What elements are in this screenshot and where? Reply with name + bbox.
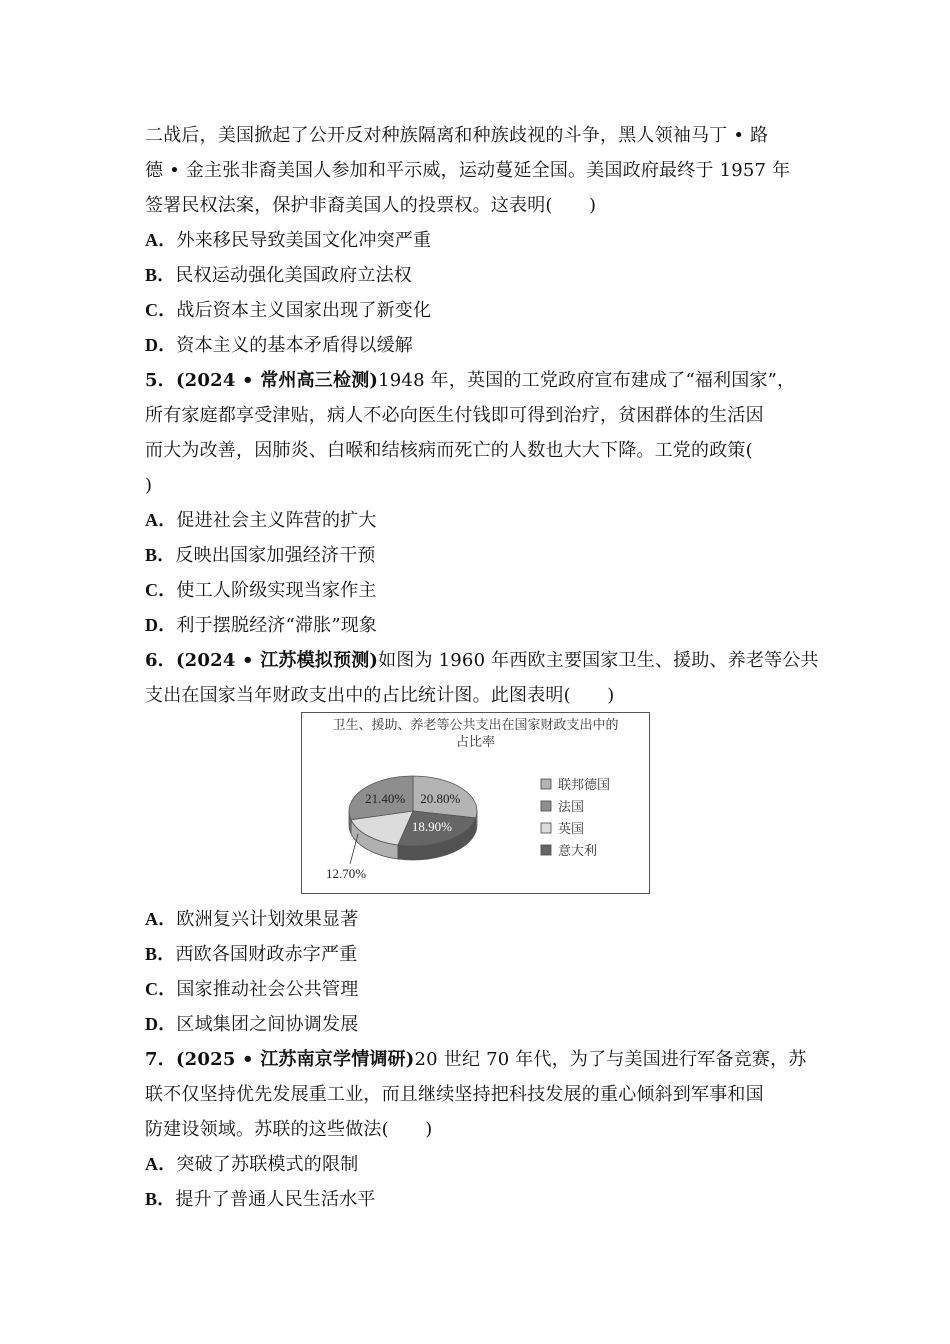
q4-option-c[interactable] xyxy=(145,293,810,328)
q6-option-a[interactable] xyxy=(145,902,810,937)
option-text: 使工人阶级实现当家作主 xyxy=(176,580,377,601)
option-letter: C． xyxy=(145,300,177,320)
option-text: 外来移民导致美国文化冲突严重 xyxy=(176,230,432,251)
option-text: 欧洲复兴计划效果显著 xyxy=(176,909,359,930)
q4-option-b[interactable] xyxy=(145,258,810,293)
legend-swatch-英国 xyxy=(541,823,551,833)
question-text: 20 世纪 70 年代，为了与美国进行军备竞赛，苏 xyxy=(414,1049,807,1070)
q4-stem-line-1: 二战后，美国掀起了公开反对种族隔离和种族歧视的斗争，黑人领袖马丁 • 路 xyxy=(145,125,769,146)
q7-option-b[interactable] xyxy=(145,1182,810,1217)
legend-swatch-法国 xyxy=(541,801,551,811)
q4-stem-line-2: 德 • 金主张非裔美国人参加和平示威，运动蔓延全国。美国政府最终于 1957 年 xyxy=(145,160,791,181)
pie-chart-figure xyxy=(301,712,650,894)
option-text: 利于摆脱经济“滞胀”现象 xyxy=(176,615,378,636)
option-letter: B． xyxy=(145,1189,176,1209)
question-source: (2025 • 江苏南京学情调研) xyxy=(175,1049,415,1070)
q5-stem-line-1 xyxy=(145,363,810,398)
option-text: 战后资本主义国家出现了新变化 xyxy=(176,300,432,321)
legend-swatch-意大利 xyxy=(541,845,551,855)
question-number: 5． xyxy=(145,370,176,391)
q5-stem-line-4: ) xyxy=(145,475,153,496)
option-text: 提升了普通人民生活水平 xyxy=(175,1189,376,1210)
q4-option-a[interactable] xyxy=(145,223,810,258)
q6-stem-line-1 xyxy=(145,643,819,678)
q5-option-c[interactable] xyxy=(145,573,810,608)
q7-stem-line-1 xyxy=(145,1042,810,1077)
option-text: 促进社会主义阵营的扩大 xyxy=(176,510,377,531)
legend-label-意大利: 意大利 xyxy=(558,844,598,859)
question-page-continued xyxy=(145,902,810,1217)
question-source: (2024 • 常州高三检测) xyxy=(175,370,379,391)
option-text: 国家推动社会公共管理 xyxy=(176,979,359,1000)
question-number: 7． xyxy=(145,1049,176,1070)
pie-label-意大利: 18.90% xyxy=(411,819,452,835)
legend-label-法国: 法国 xyxy=(558,800,585,815)
q6-option-b[interactable] xyxy=(145,937,810,972)
option-text: 民权运动强化美国政府立法权 xyxy=(175,265,413,286)
q5-option-a[interactable] xyxy=(145,503,810,538)
option-letter: C． xyxy=(145,979,177,999)
pie-label-法国: 21.40% xyxy=(365,791,406,807)
question-text: 如图为 1960 年西欧主要国家卫生、援助、养老等公共 xyxy=(378,650,819,671)
q6-option-d[interactable] xyxy=(145,1007,810,1042)
q6-stem-line-2: 支出在国家当年财政支出中的占比统计图。此图表明( ) xyxy=(145,685,615,706)
q5-stem-line-2: 所有家庭都享受津贴，病人不必向医生付钱即可得到治疗，贫困群体的生活因 xyxy=(145,405,764,426)
q5-option-b[interactable] xyxy=(145,538,810,573)
chart-title-line-2: 占比率 xyxy=(455,735,495,750)
question-page xyxy=(145,118,819,713)
option-letter: B． xyxy=(145,545,176,565)
pie-label-联邦德国: 20.80% xyxy=(420,790,461,806)
q6-option-c[interactable] xyxy=(145,972,810,1007)
legend-label-英国: 英国 xyxy=(558,822,585,837)
option-letter: B． xyxy=(145,265,176,285)
q5-stem-line-3: 而大为改善，因肺炎、白喉和结核病而死亡的人数也大大下降。工党的政策( xyxy=(145,440,753,461)
option-text: 突破了苏联模式的限制 xyxy=(176,1154,359,1175)
option-letter: A． xyxy=(145,510,177,530)
question-source: (2024 • 江苏模拟预测) xyxy=(175,650,379,671)
option-letter: D． xyxy=(145,1014,177,1034)
option-text: 反映出国家加强经济干预 xyxy=(175,545,376,566)
option-letter: B． xyxy=(145,944,176,964)
q7-stem-line-3: 防建设领域。苏联的这些做法( ) xyxy=(145,1119,433,1140)
option-letter: A． xyxy=(145,1154,177,1174)
q5-option-d[interactable] xyxy=(145,608,810,643)
option-text: 西欧各国财政赤字严重 xyxy=(175,944,358,965)
legend-label-联邦德国: 联邦德国 xyxy=(558,778,611,793)
option-letter: A． xyxy=(145,230,177,250)
option-letter: A． xyxy=(145,909,177,929)
option-letter: C． xyxy=(145,580,177,600)
q4-option-d[interactable] xyxy=(145,328,810,363)
pie-label-英国: 12.70% xyxy=(325,866,367,881)
question-number: 6． xyxy=(145,650,176,671)
pie-chart-svg xyxy=(302,713,649,893)
question-text: 1948 年，英国的工党政府宣布建成了“福利国家”， xyxy=(378,370,796,391)
chart-title-line-1: 卫生、援助、养老等公共支出在国家财政支出中的 xyxy=(332,718,619,733)
option-letter: D． xyxy=(145,335,177,355)
q7-option-a[interactable] xyxy=(145,1147,810,1182)
q4-stem-line-3: 签署民权法案，保护非裔美国人的投票权。这表明( ) xyxy=(145,195,597,216)
option-text: 区域集团之间协调发展 xyxy=(176,1014,359,1035)
q7-stem-line-2: 联不仅坚持优先发展重工业，而且继续坚持把科技发展的重心倾斜到军事和国 xyxy=(145,1084,764,1105)
option-letter: D． xyxy=(145,615,177,635)
legend-swatch-联邦德国 xyxy=(541,779,551,789)
option-text: 资本主义的基本矛盾得以缓解 xyxy=(176,335,414,356)
